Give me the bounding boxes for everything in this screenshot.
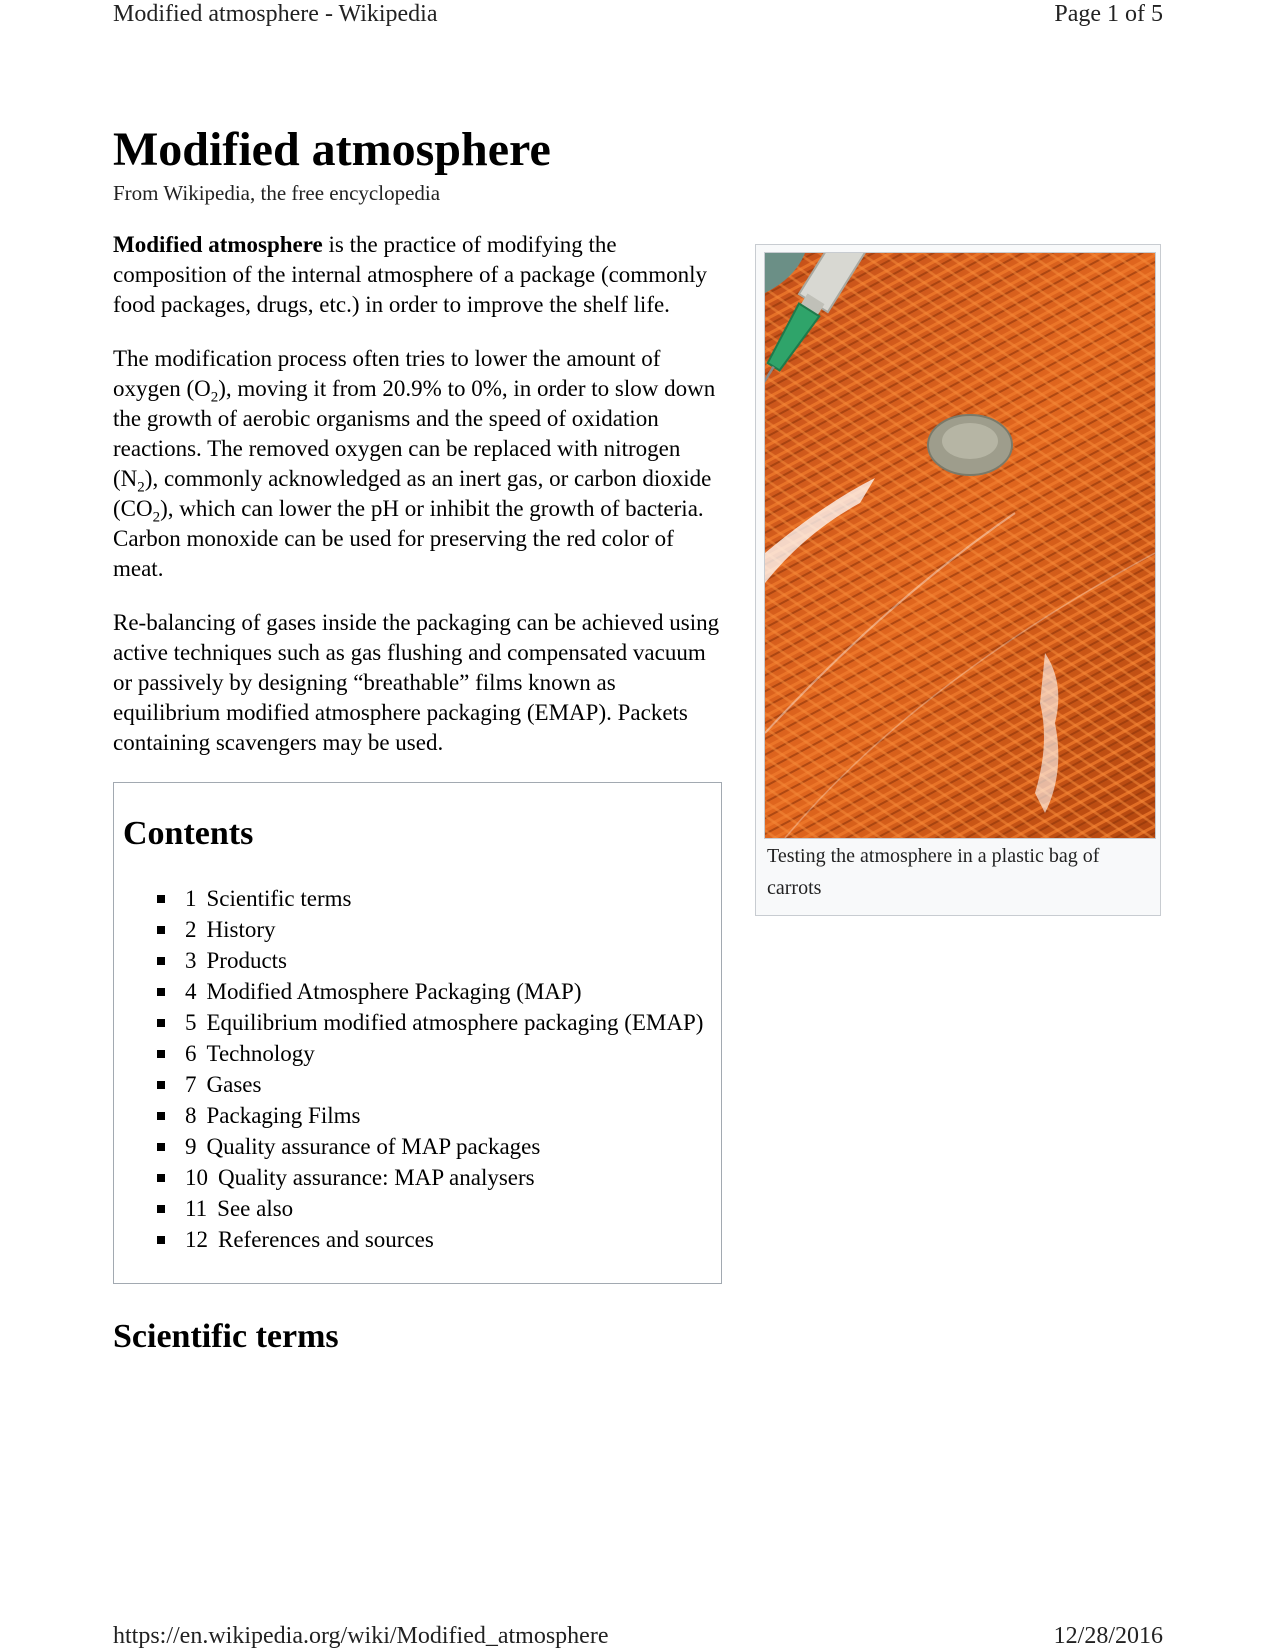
toc-item-number: 11: [185, 1196, 208, 1221]
toc-item-label[interactable]: Quality assurance: MAP analysers: [218, 1165, 535, 1190]
square-bullet-icon: [157, 1205, 165, 1213]
co2-subscript: 2: [152, 509, 161, 526]
gases-text-a: The modification process often tries to lower the amount of oxygen (O: [113, 346, 661, 401]
intro-paragraph: [113, 230, 723, 320]
square-bullet-icon: [157, 926, 165, 934]
article-body: [113, 230, 723, 1358]
figure-caption: Testing the atmosphere in a plastic bag of carrots: [767, 845, 1100, 899]
toc-item-label[interactable]: Products: [206, 948, 287, 973]
toc-item[interactable]: [157, 1100, 711, 1131]
intro-text: is the practice of modifying the composition of the internal atmosphere of a package (commonly food packages, drugs, etc.) in order to improve the shelf life.: [113, 232, 707, 317]
gases-text-d: ), which can lower the pH or inhibit the growth of bacteria. Carbon monoxide can be used for preserving the red color of meat.: [113, 496, 704, 581]
toc-item-label[interactable]: Equilibrium modified atmosphere packaging (EMAP): [206, 1010, 704, 1035]
toc-item[interactable]: [157, 1162, 711, 1193]
gases-text-c: ), commonly acknowledged as an inert gas, or carbon dioxide (CO: [113, 466, 712, 521]
toc-item[interactable]: [157, 945, 711, 976]
square-bullet-icon: [157, 895, 165, 903]
toc-list: [123, 883, 711, 1255]
square-bullet-icon: [157, 957, 165, 965]
gases-paragraph: [113, 344, 723, 584]
toc-item-label[interactable]: Quality assurance of MAP packages: [206, 1134, 541, 1159]
print-header: [113, 0, 1163, 28]
toc-title: Contents: [123, 815, 254, 852]
toc-item-number: 5: [185, 1010, 197, 1035]
print-footer-date: 12/28/2016: [1053, 1623, 1163, 1649]
section-heading-scientific-terms: Scientific terms: [113, 1318, 339, 1355]
toc-item-label[interactable]: References and sources: [218, 1227, 434, 1252]
square-bullet-icon: [157, 988, 165, 996]
square-bullet-icon: [157, 1050, 165, 1058]
toc-item-label[interactable]: See also: [217, 1196, 294, 1221]
toc-item-label[interactable]: History: [206, 917, 276, 942]
print-header-title: Modified atmosphere - Wikipedia: [113, 1, 438, 27]
toc-item[interactable]: [157, 1007, 711, 1038]
square-bullet-icon: [157, 1019, 165, 1027]
print-footer-url: https://en.wikipedia.org/wiki/Modified_atmosphere: [113, 1623, 609, 1649]
carrots-bag-photo[interactable]: [764, 252, 1156, 839]
print-footer: [113, 1622, 1163, 1650]
toc-item-number: 1: [185, 886, 197, 911]
toc-item-label[interactable]: Gases: [206, 1072, 262, 1097]
toc-item[interactable]: [157, 1193, 711, 1224]
toc-item[interactable]: [157, 1224, 711, 1255]
toc-item[interactable]: [157, 1038, 711, 1069]
toc-item[interactable]: [157, 883, 711, 914]
toc-item-number: 9: [185, 1134, 197, 1159]
carrots-syringe-illustration: [765, 253, 1155, 838]
square-bullet-icon: [157, 1174, 165, 1182]
gases-text-b: ), moving it from 20.9% to 0%, in order to slow down the growth of aerobic organisms and the speed of oxidation reactions. The removed oxygen can be replaced with nitrogen (N: [113, 376, 716, 491]
toc-item[interactable]: [157, 976, 711, 1007]
toc-item-number: 4: [185, 979, 197, 1004]
toc-item-number: 10: [185, 1165, 208, 1190]
toc-item[interactable]: [157, 1131, 711, 1162]
figure-thumbnail: [755, 244, 1161, 916]
square-bullet-icon: [157, 1112, 165, 1120]
page-title: Modified atmosphere: [113, 123, 551, 176]
toc-item-number: 7: [185, 1072, 197, 1097]
toc-item-label[interactable]: Technology: [206, 1041, 315, 1066]
print-header-page: Page 1 of 5: [1054, 1, 1163, 27]
square-bullet-icon: [157, 1081, 165, 1089]
oxygen-subscript: 2: [210, 389, 219, 406]
toc-item[interactable]: [157, 914, 711, 945]
square-bullet-icon: [157, 1236, 165, 1244]
square-bullet-icon: [157, 1143, 165, 1151]
intro-term: Modified atmosphere: [113, 232, 323, 257]
toc-item-label[interactable]: Modified Atmosphere Packaging (MAP): [206, 979, 582, 1004]
table-of-contents: [113, 782, 722, 1284]
toc-item-label[interactable]: Packaging Films: [206, 1103, 361, 1128]
toc-item-number: 12: [185, 1227, 208, 1252]
toc-item-number: 2: [185, 917, 197, 942]
nitrogen-subscript: 2: [137, 479, 145, 496]
toc-item[interactable]: [157, 1069, 711, 1100]
page-tagline: From Wikipedia, the free encyclopedia: [113, 181, 441, 205]
rebalancing-paragraph: Re-balancing of gases inside the packaging can be achieved using active techniques such as gas flushing and compensated vacuum or passively by designing “breathable” films known as equilibrium modified atmosphere packaging (EMAP). Packets containing scavengers may be used.: [113, 610, 720, 755]
toc-item-label[interactable]: Scientific terms: [206, 886, 352, 911]
toc-item-number: 6: [185, 1041, 197, 1066]
toc-item-number: 8: [185, 1103, 197, 1128]
toc-item-number: 3: [185, 948, 197, 973]
